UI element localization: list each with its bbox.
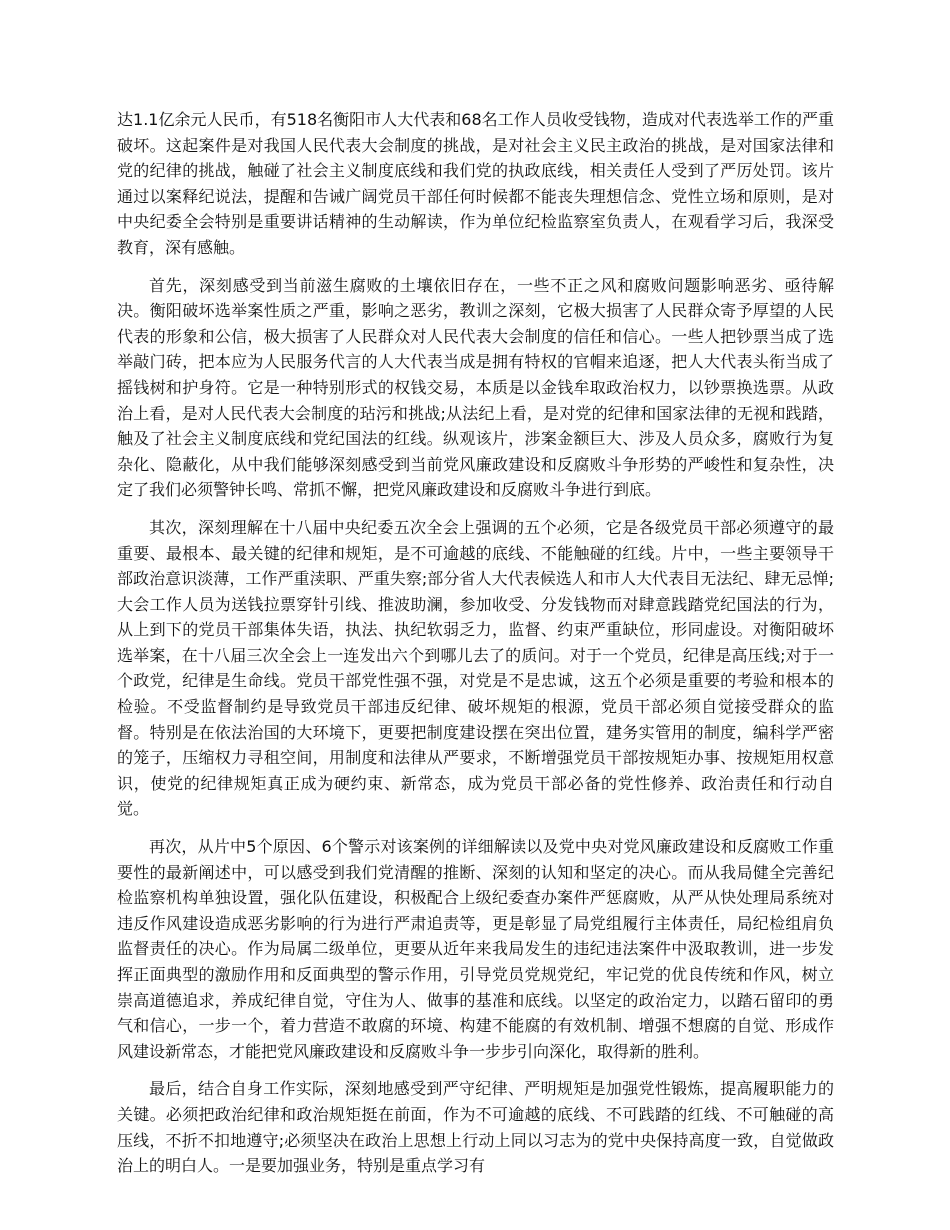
paragraph-third: 再次，从片中5个原因、6个警示对该案例的详细解读以及党中央对党风廉政建设和反腐败工作重要性的最新阐述中，可以感受到我们党清醒的推断、深刻的认知和坚定的决心。而从我局健全完善纪检监察机构单独设置，强化队伍建设，积极配合上级纪委查办案件严惩腐败，从严从快处理局系统对违反作风建设造成恶劣影响的行为进行严肃追责等，更是彰显了局党组履行主体责任，局纪检组肩负监督责任的决心。作为局属二级单位，更要从近年来我局发生的违纪违法案件中汲取教训，进一步发挥正面典型的激励作用和反面典型的警示作用，引导党员党规党纪，牢记党的优良传统和作风，树立崇高道德追求，养成纪律自觉，守住为人、做事的基准和底线。以坚定的政治定力，以踏石留印的勇气和信心，一步一个，着力营造不敢腐的环境、构建不能腐的有效机制、增强不想腐的自觉、形成作风建设新常态，才能把党风廉政建设和反腐败斗争一步步引向深化，取得新的胜利。 — [117, 837, 834, 1061]
paragraph-second: 其次，深刻理解在十八届中央纪委五次全会上强调的五个必须，它是各级党员干部必须遵守的最重要、最根本、最关键的纪律和规矩，是不可逾越的底线、不能触碰的红线。片中，一些主要领导干部政治意识淡薄，工作严重渎职、严重失察;部分省人大代表候选人和市人大代表目无法纪、肆无忌惮;大会工作人员为送钱拉票穿针引线、推波助澜，参加收受、分发钱物而对肆意践踏党纪国法的行为，从上到下的党员干部集体失语，执法、执纪软弱乏力，监督、约束严重缺位，形同虚设。对衡阳破坏选举案，在十八届三次全会上一连发出六个到哪儿去了的质问。对于一个党员，纪律是高压线;对于一个政党，纪律是生命线。党员干部党性强不强，对党是不是忠诚，这五个必须是重要的考验和根本的检验。不受监督制约是导致党员干部违反纪律、破坏规矩的根源，党员干部必须自觉接受群众的监督。特别是在依法治国的大环境下，更要把制度建设摆在突出位置，建务实管用的制度，编科学严密的笼子，压缩权力寻租空间，用制度和法律从严要求，不断增强党员干部按规矩办事、按规矩用权意识，使党的纪律规矩真正成为硬约束、新常态，成为党员干部必备的党性修养、政治责任和行动自觉。 — [117, 517, 834, 819]
paragraph-first: 首先，深刻感受到当前滋生腐败的土壤依旧存在，一些不正之风和腐败问题影响恶劣、亟待解决。衡阳破坏选举案性质之严重，影响之恶劣，教训之深刻，它极大损害了人民群众寄予厚望的人民代表的形象和公信，极大损害了人民群众对人民代表大会制度的信任和信心。一些人把钞票当成了选举敲门砖，把本应为人民服务代言的人大代表当成是拥有特权的官帽来追逐，把人大代表头衔当成了摇钱树和护身符。它是一种特别形式的权钱交易，本质是以金钱牟取政治权力，以钞票换选票。从政治上看，是对人民代表大会制度的玷污和挑战;从法纪上看，是对党的纪律和国家法律的无视和践踏，触及了社会主义制度底线和党纪国法的红线。纵观该片，涉案金额巨大、涉及人员众多，腐败行为复杂化、隐蔽化，从中我们能够深刻感受到当前党风廉政建设和反腐败斗争形势的严峻性和复杂性，决定了我们必须警钟长鸣、常抓不懈，把党风廉政建设和反腐败斗争进行到底。 — [117, 275, 834, 500]
paragraph-last: 最后，结合自身工作实际，深刻地感受到严守纪律、严明规矩是加强党性锻炼，提高履职能力的关键。必须把政治纪律和政治规矩挺在前面，作为不可逾越的底线、不可践踏的红线、不可触碰的高压线，不折不扣地遵守;必须坚决在政治上思想上行动上同以习志为的党中央保持高度一致，自觉做政治上的明白人。一是要加强业务，特别是重点学习有 — [117, 1079, 834, 1176]
document-body — [117, 107, 834, 1191]
paragraph-continuation: 达1.1亿余元人民币，有518名衡阳市人大代表和68名工作人员收受钱物，造成对代表选举工作的严重破坏。这起案件是对我国人民代表大会制度的挑战，是对社会主义民主政治的挑战，是对国家法律和党的纪律的挑战，触碰了社会主义制度底线和我们党的执政底线，相关责任人受到了严厉处罚。该片通过以案释纪说法，提醒和告诫广阔党员干部任何时候都不能丧失理想信念、党性立场和原则，是对中央纪委全会特别是重要讲话精神的生动解读，作为单位纪检监察室负责人，在观看学习后，我深受教育，深有感触。 — [117, 110, 834, 257]
